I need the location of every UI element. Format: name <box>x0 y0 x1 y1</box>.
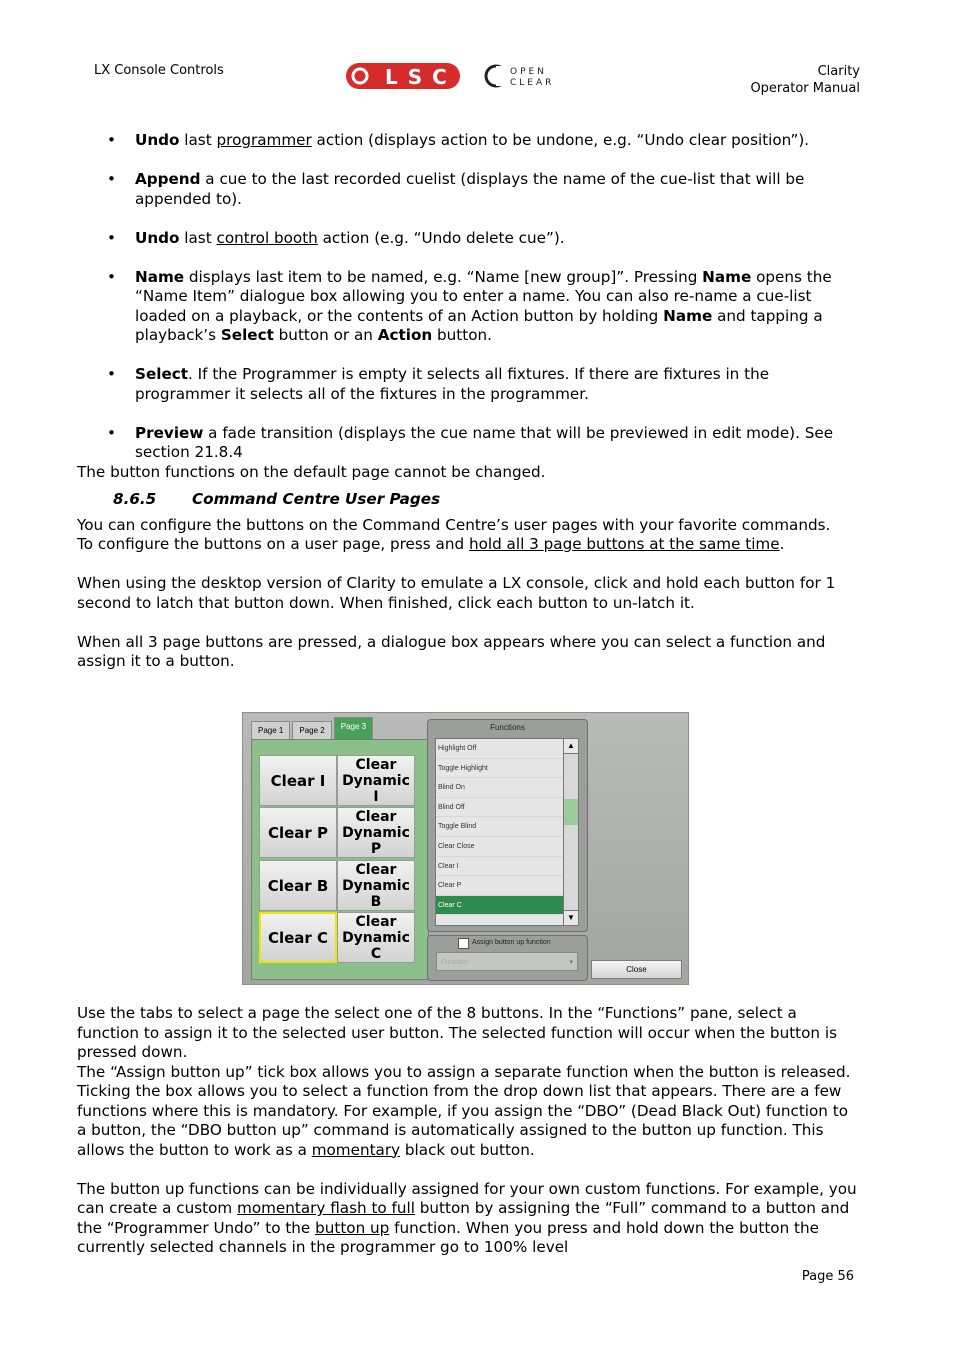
clear-p-button[interactable]: Clear P <box>259 807 337 858</box>
paragraph: The “Assign button up” tick box allows you to assign a separate function when the button is released. Ticking the box allows you to select a function from the drop down list that appears. There are a few functions where this is mandatory. For example, if you assign the “DBO” (Dead Black Out) function to a button, the “DBO button up” command is automatically assigned to the button up function. This allows the button to work as a momentary black out button. <box>77 1062 851 1159</box>
programmer-link[interactable]: programmer <box>216 131 312 149</box>
list-item: • Undo last control booth action (e.g. “Undo delete cue”). <box>77 229 857 249</box>
logo-oc-line2: CLEAR <box>510 78 555 88</box>
list-item[interactable]: Highlight Off <box>436 739 564 759</box>
functions-pane <box>427 719 588 932</box>
list-item[interactable]: Clear Close <box>436 837 564 857</box>
lsc-logo <box>345 62 461 94</box>
chevron-down-icon: ▾ <box>569 959 573 966</box>
clear-i-button[interactable]: Clear I <box>259 755 337 806</box>
header-right <box>750 63 860 97</box>
functions-list <box>435 738 565 926</box>
scroll-down-icon[interactable]: ▼ <box>564 910 578 925</box>
clear-b-button[interactable]: Clear B <box>259 860 337 911</box>
control-booth-link[interactable]: control booth <box>216 228 318 247</box>
page-number: Page 56 <box>801 1269 854 1284</box>
clear-dynamic-i-button[interactable]: Clear Dynamic I <box>337 755 415 806</box>
header-product: Clarity <box>817 64 860 79</box>
list-item[interactable]: Blind On <box>436 778 564 798</box>
momentary-flash-link[interactable]: momentary flash to full <box>237 1199 415 1217</box>
list-item: • Undo last programmer action (displays action to be undone, e.g. “Undo clear position”). <box>77 131 857 151</box>
assign-button-up-label: Assign button up function <box>472 939 551 946</box>
paragraph: When all 3 page buttons are pressed, a dialogue box appears where you can select a function and assign it to a button. <box>77 632 826 670</box>
clear-dynamic-p-button[interactable]: Clear Dynamic P <box>337 807 415 858</box>
hold-page-buttons-link[interactable]: hold all 3 page buttons at the same time <box>468 535 780 553</box>
scroll-thumb[interactable] <box>564 799 578 825</box>
assign-button-up-checkbox[interactable] <box>458 938 469 949</box>
button-up-link[interactable]: button up <box>315 1218 390 1237</box>
page-tabs <box>251 721 375 741</box>
list-item[interactable]: Toggle Blind <box>436 817 564 837</box>
paragraph: When using the desktop version of Clarity to emulate a LX console, click and hold each button for 1 second to latch that button down. When finished, click each button to un-latch it. <box>77 574 836 612</box>
list-item[interactable]: Blind Off <box>436 798 564 818</box>
logo-lsc-text: LSC <box>385 65 457 89</box>
list-item[interactable]: Clear I <box>436 857 564 877</box>
header-section-title: LX Console Controls <box>94 63 224 78</box>
list-item: • Append a cue to the last recorded cuelist (displays the name of the cue-list that will be appended to). <box>77 170 857 209</box>
functions-title: Functions <box>490 723 525 732</box>
paragraph: Use the tabs to select a page the select one of the 8 buttons. In the “Functions” pane, select a function to assign it to the selected user button. The selected function will occur when the button is pressed down. <box>77 1004 837 1061</box>
list-item[interactable]: Clear P <box>436 876 564 896</box>
paragraph: You can configure the buttons on the Command Centre’s user pages with your favorite commands. <box>77 515 831 534</box>
section-title: Command Centre User Pages <box>192 490 441 508</box>
user-button-grid <box>251 739 429 980</box>
clear-dynamic-c-button[interactable]: Clear Dynamic C <box>337 912 415 963</box>
bullet-list <box>77 131 857 463</box>
list-item: • Select. If the Programmer is empty it selects all fixtures. If there are fixtures in the programmer it selects all of the fixtures in the programmer. <box>77 365 857 404</box>
section-number: 8.6.5 <box>113 490 157 508</box>
paragraph: The button up functions can be individually assigned for your own custom functions. For example, you can create a custom momentary flash to full button by assigning the “Full” command to a button and the “Programmer Undo” to the button up function. When you press and hold down the button the currently selected channels in the programmer go to 100% level <box>77 1179 857 1256</box>
user-page-dialog-screenshot <box>242 712 689 985</box>
scroll-up-icon[interactable]: ▲ <box>564 739 578 754</box>
default-page-note: The button functions on the default page cannot be changed. <box>77 462 546 481</box>
button-up-function-dropdown[interactable]: Function ▾ <box>436 952 578 971</box>
tab-page-2[interactable]: Page 2 <box>292 721 331 741</box>
tab-page-3[interactable]: Page 3 <box>334 717 373 741</box>
momentary-link[interactable]: momentary <box>311 1140 401 1159</box>
list-item[interactable]: Toggle Highlight <box>436 759 564 779</box>
paragraph: To configure the buttons on a user page, press and hold all 3 page buttons at the same time. <box>77 535 785 553</box>
main-content-continued <box>77 1004 857 1258</box>
list-item: • Name displays last item to be named, e.g. “Name [new group]”. Pressing Name opens the “Name Item” dialogue box allowing you to enter a name. You can also re-name a cue-list loaded on a playback, or the contents of an Action button by holding Name and tapping a playback’s Select button or an Action button. <box>77 268 857 346</box>
main-content <box>77 131 857 672</box>
assign-button-up-pane <box>427 935 588 981</box>
close-button[interactable]: Close <box>591 960 682 979</box>
functions-scrollbar[interactable] <box>563 738 579 926</box>
clear-c-button[interactable]: Clear C <box>259 912 337 963</box>
header-doc-title: Operator Manual <box>750 81 860 96</box>
logo-oc-line1: OPEN <box>510 67 547 77</box>
list-item: • Preview a fade transition (displays the cue name that will be previewed in edit mode). See section 21.8.4 <box>77 424 857 463</box>
clear-dynamic-b-button[interactable]: Clear Dynamic B <box>337 860 415 911</box>
section-heading <box>77 490 857 510</box>
list-item-selected[interactable]: Clear C <box>436 896 564 916</box>
open-clear-logo <box>482 64 578 92</box>
tab-page-1[interactable]: Page 1 <box>251 721 290 741</box>
